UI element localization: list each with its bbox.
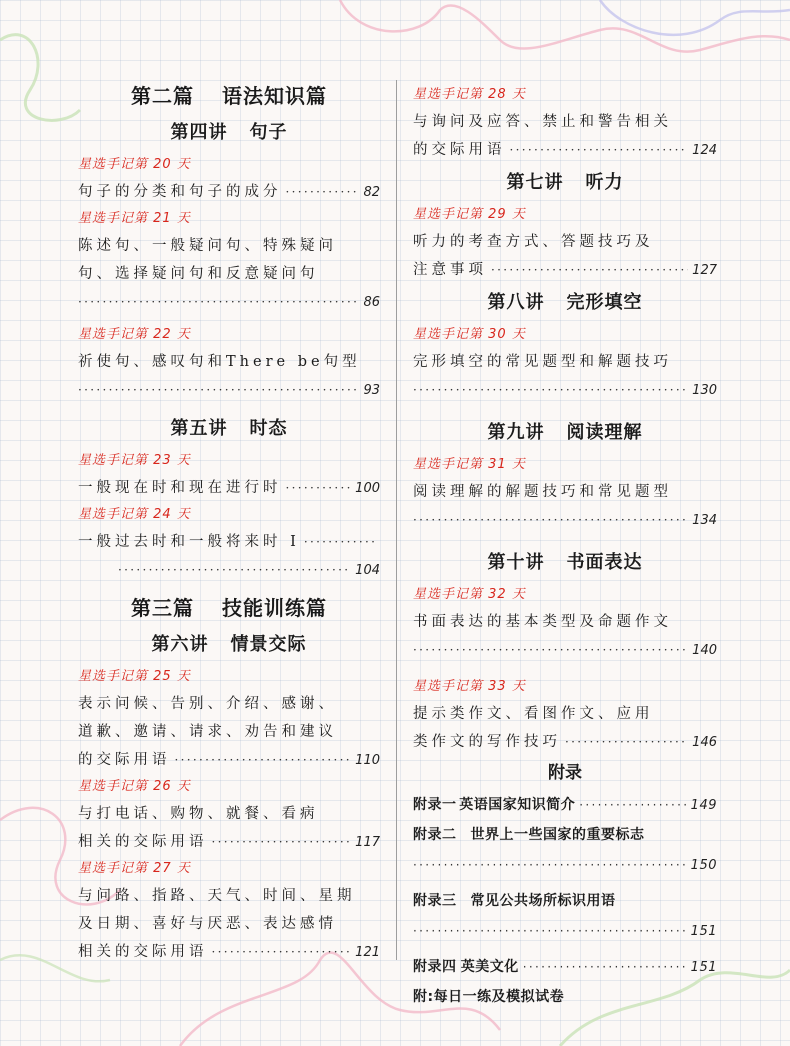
page-number: 121	[355, 945, 380, 960]
day-note: 星选手记第 20 天	[78, 157, 191, 172]
day-note: 星选手记第 24 天	[78, 507, 191, 522]
lecture-heading	[413, 284, 717, 322]
toc-entry-cont[interactable]: 句、选择疑问句和反意疑问句	[78, 266, 319, 282]
toc-entry-leader[interactable]	[78, 556, 380, 584]
appendix-label: 附录三	[413, 893, 457, 909]
lecture-label: 第八讲	[487, 292, 545, 313]
day-note: 星选手记第 23 天	[78, 453, 191, 468]
lecture-title: 阅读理解	[566, 422, 643, 443]
toc-entry-cont[interactable]: 相关的交际用语 ····· 117	[78, 828, 380, 856]
page-number: 100	[355, 481, 380, 496]
leader-dots	[523, 952, 687, 982]
appendix-entry-leader[interactable]	[413, 916, 717, 946]
leader-dots	[175, 746, 352, 774]
part-title: 技能训练篇	[222, 596, 327, 620]
appendix-entry[interactable]	[413, 952, 717, 982]
day-note: 星选手记第 31 天	[413, 457, 526, 472]
toc-entry[interactable]: 与问路、指路、天气、时间、星期	[78, 888, 356, 904]
toc-entry-leader[interactable]	[78, 288, 380, 316]
part-label: 第二篇	[131, 84, 194, 108]
column-divider	[396, 80, 397, 960]
page-number: 140	[692, 643, 717, 658]
lecture-label: 第十讲	[487, 552, 545, 573]
toc-entry[interactable]: 表示问候、告别、介绍、感谢、	[78, 696, 337, 712]
appendix-label: 附录一	[413, 797, 457, 813]
appendix-entry-leader[interactable]	[413, 850, 717, 880]
lecture-title: 书面表达	[566, 552, 643, 573]
page-number: 127	[692, 263, 717, 278]
leader-dots	[118, 556, 351, 584]
toc-entry-cont[interactable]: 类作文的写作技巧 ····· 146	[413, 728, 717, 756]
lecture-title: 情景交际	[230, 634, 307, 655]
leader-dots	[212, 938, 352, 966]
leader-dots	[78, 288, 359, 316]
leader-dots	[413, 376, 688, 404]
leader-dots	[286, 474, 352, 502]
toc-right-column	[413, 82, 717, 1012]
toc-entry-cont[interactable]: 相关的交际用语 ····· 121	[78, 938, 380, 966]
page-number: 130	[692, 383, 717, 398]
page-number: 151	[690, 960, 717, 975]
toc-entry-leader[interactable]	[78, 376, 380, 404]
appendix-label: 附录二	[413, 827, 457, 843]
day-note: 星选手记第 28 天	[413, 87, 526, 102]
leader-dots	[491, 256, 688, 284]
day-note: 星选手记第 29 天	[413, 207, 526, 222]
lecture-heading	[413, 164, 717, 202]
toc-entry[interactable]: 陈述句、一般疑问句、特殊疑问	[78, 238, 337, 254]
lecture-title: 时态	[249, 418, 288, 439]
page-number: 93	[363, 383, 380, 398]
page-number: 124	[692, 143, 717, 158]
toc-entry[interactable]: 完形填空的常见题型和解题技巧	[413, 354, 672, 370]
page-number: 86	[363, 295, 380, 310]
toc-left-column	[78, 78, 380, 966]
toc-entry[interactable]: 听力的考查方式、答题技巧及	[413, 234, 654, 250]
page-number: 146	[692, 735, 717, 750]
toc-entry[interactable]: 祈使句、感叹句和There be句型	[78, 354, 361, 370]
page-number: 104	[355, 563, 380, 578]
day-note: 星选手记第 27 天	[78, 861, 191, 876]
leader-dots	[286, 178, 360, 206]
toc-entry-leader[interactable]	[413, 636, 717, 664]
leader-dots	[212, 828, 352, 856]
part-title: 语法知识篇	[222, 84, 327, 108]
page-number: 110	[355, 753, 380, 768]
appendix-title: 世界上一些国家的重要标志	[470, 827, 645, 843]
part-heading	[78, 78, 380, 114]
toc-entry[interactable]: 一般过去时和一般将来时 I ·····	[78, 528, 380, 556]
page-number: 117	[355, 835, 380, 850]
lecture-label: 第四讲	[170, 122, 228, 143]
toc-entry[interactable]: 一般现在时和现在进行时 ····· 100	[78, 474, 380, 502]
toc-entry[interactable]: 与询问及应答、禁止和警告相关	[413, 114, 672, 130]
part-label: 第三篇	[131, 596, 194, 620]
appendix-title: 英语国家知识简介	[459, 797, 576, 813]
page-number: 150	[690, 858, 717, 873]
toc-entry-cont[interactable]: 道歉、邀请、请求、劝告和建议	[78, 724, 337, 740]
toc-entry[interactable]: 与打电话、购物、就餐、看病	[78, 806, 319, 822]
toc-entry[interactable]: 书面表达的基本类型及命题作文	[413, 614, 672, 630]
appendix-entry[interactable]	[413, 790, 717, 820]
leader-dots	[304, 528, 376, 556]
page-number: 134	[692, 513, 717, 528]
appendix-extra[interactable]: 附:每日一练及模拟试卷	[413, 989, 565, 1005]
leader-dots	[565, 728, 688, 756]
page-number: 149	[690, 798, 717, 813]
lecture-heading	[78, 410, 380, 448]
toc-entry-cont[interactable]: 的交际用语 ····· 124	[413, 136, 717, 164]
leader-dots	[413, 916, 687, 946]
day-note: 星选手记第 21 天	[78, 211, 191, 226]
lecture-title: 句子	[249, 122, 288, 143]
leader-dots	[510, 136, 689, 164]
toc-entry-leader[interactable]	[413, 376, 717, 404]
toc-entry-cont[interactable]: 及日期、喜好与厌恶、表达感情	[78, 916, 337, 932]
leader-dots	[413, 850, 687, 880]
lecture-label: 第五讲	[170, 418, 228, 439]
toc-entry-cont[interactable]: 的交际用语 ····· 110	[78, 746, 380, 774]
day-note: 星选手记第 22 天	[78, 327, 191, 342]
appendix-label: 附录四	[413, 959, 457, 975]
day-note: 星选手记第 26 天	[78, 779, 191, 794]
leader-dots	[78, 376, 359, 404]
lecture-title: 听力	[585, 172, 624, 193]
toc-entry-leader[interactable]	[413, 506, 717, 534]
lecture-label: 第九讲	[487, 422, 545, 443]
day-note: 星选手记第 25 天	[78, 669, 191, 684]
appendix-title: 常见公共场所标识用语	[470, 893, 616, 909]
lecture-heading	[78, 114, 380, 152]
leader-dots	[413, 636, 688, 664]
appendix-entry[interactable]	[413, 820, 717, 850]
toc-entry-cont[interactable]: 注意事项 ····· 127	[413, 256, 717, 284]
toc-entry[interactable]: 提示类作文、看图作文、应用	[413, 706, 654, 722]
page-number: 82	[363, 185, 380, 200]
leader-dots	[579, 790, 686, 820]
page-number: 151	[690, 924, 717, 939]
lecture-label: 第七讲	[506, 172, 564, 193]
lecture-heading	[78, 626, 380, 664]
part-heading	[78, 590, 380, 626]
lecture-heading	[413, 544, 717, 582]
lecture-heading	[413, 414, 717, 452]
lecture-title: 完形填空	[566, 292, 643, 313]
appendix-title: 英美文化	[460, 959, 519, 975]
day-note: 星选手记第 33 天	[413, 679, 526, 694]
appendix-heading: 附录	[548, 763, 582, 783]
day-note: 星选手记第 30 天	[413, 327, 526, 342]
appendix-entry[interactable]	[413, 886, 717, 916]
day-note: 星选手记第 32 天	[413, 587, 526, 602]
toc-entry[interactable]: 句子的分类和句子的成分 ····· 82	[78, 178, 380, 206]
leader-dots	[413, 506, 688, 534]
toc-entry[interactable]: 阅读理解的解题技巧和常见题型	[413, 484, 672, 500]
lecture-label: 第六讲	[151, 634, 209, 655]
